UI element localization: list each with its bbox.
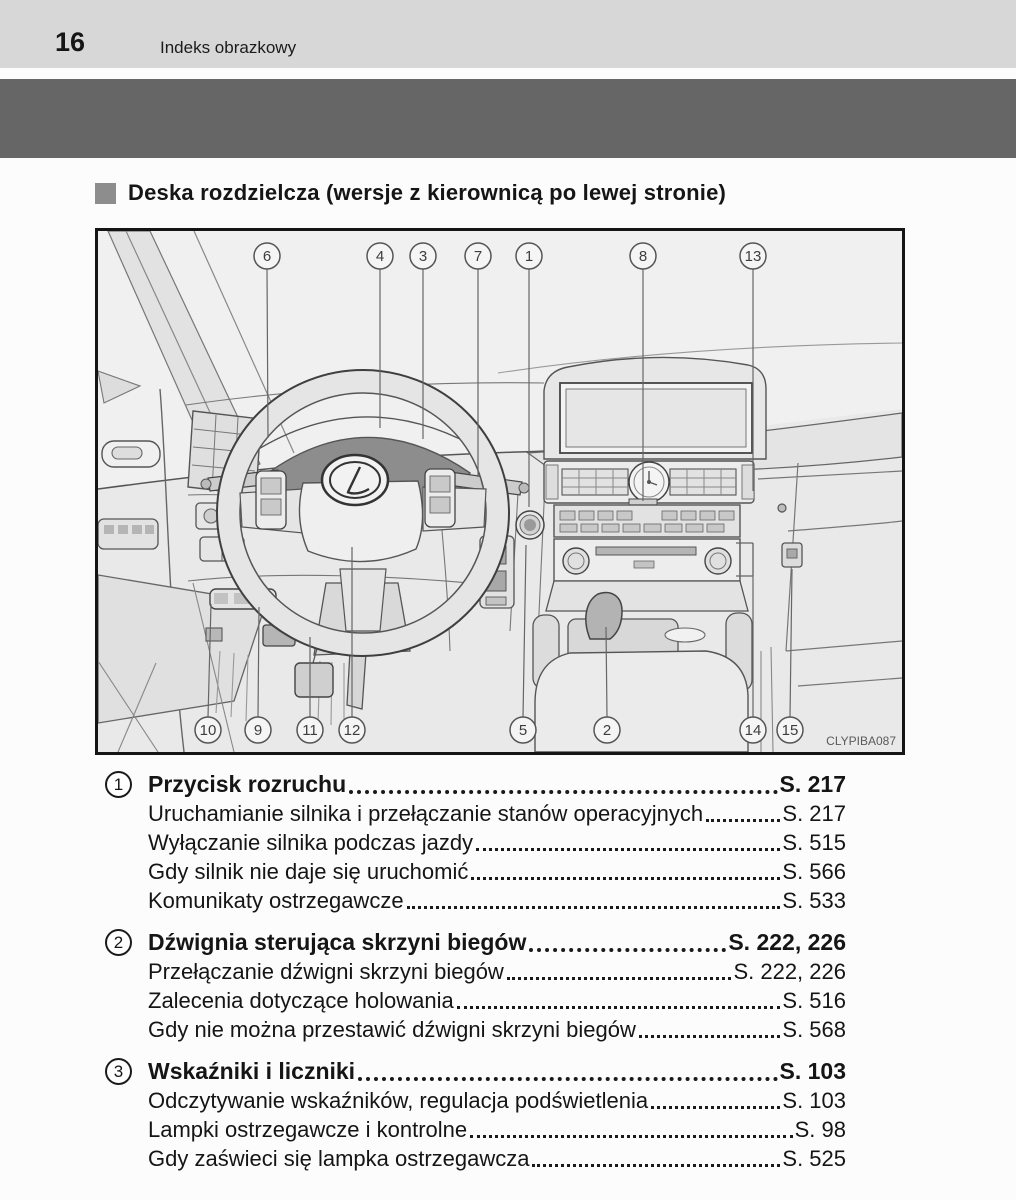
page-reference: S. 516 [782, 988, 846, 1013]
subitem-label: Gdy zaświeci się lampka ostrzegawcza [148, 1146, 530, 1171]
callout-number: 6 [262, 248, 272, 265]
dotted-leader [476, 848, 780, 851]
page-reference: S. 568 [782, 1017, 846, 1042]
page-reference: S. 217 [779, 771, 846, 797]
item-number-badge: 3 [105, 1058, 132, 1085]
subitem-label: Lampki ostrzegawcze i kontrolne [148, 1117, 468, 1142]
callout-number: 10 [199, 722, 217, 739]
subitem-label: Gdy nie można przestawić dźwigni skrzyni biegów [148, 1017, 636, 1042]
page-number: 16 [55, 27, 86, 57]
dotted-leader [471, 877, 780, 880]
index-subitem [105, 1015, 846, 1044]
callout-number: 11 [302, 722, 318, 739]
section-heading [95, 180, 726, 206]
item-title: Wskaźniki i liczniki [148, 1058, 356, 1084]
page-reference: S. 222, 226 [733, 959, 846, 984]
subitem-label: Odczytywanie wskaźników, regulacja podświetlenia [148, 1088, 649, 1113]
page-reference: S. 515 [782, 830, 846, 855]
index-subitem [105, 886, 846, 915]
index-subitem [105, 986, 846, 1015]
dotted-leader [651, 1106, 780, 1109]
index-subitem [105, 828, 846, 857]
index-subitem [105, 857, 846, 886]
page-header-band [0, 0, 1016, 68]
section-title: Deska rozdzielcza (wersje z kierownicą po lewej stronie) [128, 180, 727, 205]
dashboard-illustration [98, 231, 902, 752]
page-reference: S. 217 [782, 801, 846, 826]
callout-number: 14 [744, 722, 762, 739]
section-bullet-square [95, 183, 116, 204]
page-reference: S. 222, 226 [728, 929, 846, 955]
figure-watermark: CLYPIBA087 [826, 734, 896, 748]
item-title: Przycisk rozruchu [148, 771, 347, 797]
callout-number: 4 [375, 248, 385, 265]
dotted-leader [507, 977, 732, 980]
page-reference: S. 533 [782, 888, 846, 913]
subitem-label: Gdy silnik nie daje się uruchomić [148, 859, 469, 884]
dotted-leader [457, 1006, 781, 1009]
subitem-label: Zalecenia dotyczące holowania [148, 988, 454, 1013]
index-subitem [105, 1086, 846, 1115]
subitem-label: Uruchamianie silnika i przełączanie stanów operacyjnych [148, 801, 704, 826]
section-divider-band [0, 79, 1016, 158]
index-subitem [105, 957, 846, 986]
callout-number: 2 [602, 722, 612, 739]
dotted-leader [349, 790, 777, 794]
page-reference: S. 566 [782, 859, 846, 884]
callout-number: 3 [418, 248, 428, 265]
callout-number: 5 [518, 722, 528, 739]
item-number-badge: 1 [105, 771, 132, 798]
chapter-title: Indeks obrazkowy [160, 38, 297, 57]
callout-number: 8 [638, 248, 648, 265]
item-number-badge: 2 [105, 929, 132, 956]
callout-number: 7 [473, 248, 483, 265]
subitem-label: Przełączanie dźwigni skrzyni biegów [148, 959, 504, 984]
index-subitem [105, 1115, 846, 1144]
index-item [105, 928, 846, 957]
page-reference: S. 525 [782, 1146, 846, 1171]
callout-number: 9 [253, 722, 263, 739]
index-subitem [105, 1144, 846, 1173]
callout-number: 13 [744, 248, 762, 265]
dotted-leader [407, 906, 781, 909]
index-subitem [105, 799, 846, 828]
dotted-leader [470, 1135, 792, 1138]
dotted-leader [706, 819, 780, 822]
subitem-label: Wyłączanie silnika podczas jazdy [148, 830, 474, 855]
dotted-leader [639, 1035, 781, 1038]
dashboard-figure [95, 228, 905, 755]
index-item [105, 770, 846, 799]
dotted-leader [358, 1077, 777, 1081]
dotted-leader [529, 948, 726, 952]
item-title: Dźwignia sterująca skrzyni biegów [148, 929, 527, 955]
callout-number: 1 [524, 248, 534, 265]
subitem-label: Komunikaty ostrzegawcze [148, 888, 404, 913]
index-item [105, 1057, 846, 1086]
picture-index-list [105, 770, 846, 1173]
page-reference: S. 103 [779, 1058, 846, 1084]
callout-number: 15 [781, 722, 799, 739]
page-reference: S. 103 [782, 1088, 846, 1113]
page-reference: S. 98 [794, 1117, 846, 1142]
dotted-leader [532, 1164, 780, 1167]
callout-number: 12 [343, 722, 361, 739]
